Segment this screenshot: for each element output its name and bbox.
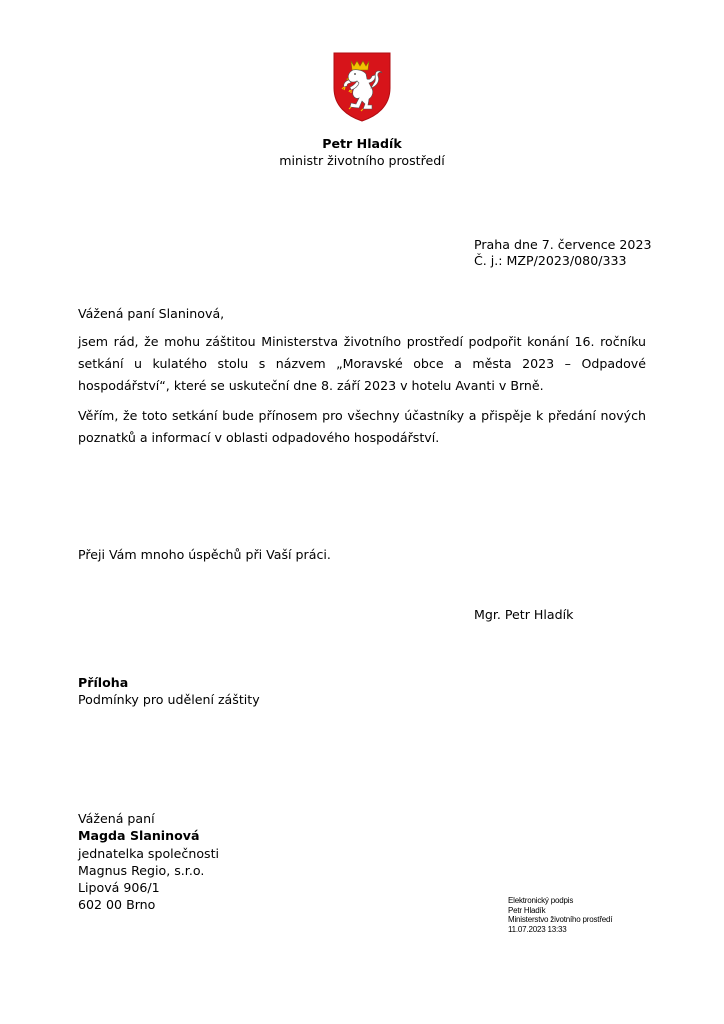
- attachment-heading: Příloha: [78, 675, 129, 690]
- recipient-company: Magnus Regio, s.r.o.: [78, 863, 205, 878]
- paragraph-2: Věřím, že toto setkání bude přínosem pro všechny účastníky a přispěje k předání nových poznatků a informací v oblasti odpadového hospodářství.: [78, 408, 646, 445]
- minister-title: ministr životního prostředí: [279, 153, 445, 168]
- e-signature-signer: Petr Hladík: [508, 905, 546, 915]
- recipient-greeting: Vážená paní: [78, 811, 155, 826]
- electronic-signature-block: [508, 896, 612, 934]
- minister-name: Petr Hladík: [322, 136, 402, 151]
- recipient-city: 602 00 Brno: [78, 897, 156, 912]
- recipient-name: Magda Slaninová: [78, 828, 200, 843]
- e-signature-organization: Ministerstvo životního prostředí: [508, 915, 613, 924]
- recipient-position: jednatelka společnosti: [78, 846, 220, 861]
- attachment-item: Podmínky pro udělení záštity: [78, 692, 260, 707]
- signature-name: Mgr. Petr Hladík: [474, 607, 574, 622]
- salutation: Vážená paní Slaninová,: [78, 306, 225, 321]
- paragraph-1: jsem rád, že mohu záštitou Ministerstva životního prostředí podpořit konání 16. ročníku setkání u kulatého stolu s názvem „Moravské obce a města 2023 – Odpadové hospodářství“, které se uskuteční dne 8. září 2023 v hotelu Avanti v Brně.: [78, 334, 646, 393]
- reference-number: Č. j.: MZP/2023/080/333: [474, 253, 627, 268]
- e-signature-timestamp: 11.07.2023 13:33: [508, 924, 567, 934]
- place-date: Praha dne 7. července 2023: [474, 237, 652, 252]
- e-signature-label: Elektronický podpis: [508, 896, 574, 905]
- closing: Přeji Vám mnoho úspěchů při Vaší práci.: [78, 547, 331, 562]
- recipient-street: Lipová 906/1: [78, 880, 160, 895]
- coat-of-arms-icon: [333, 52, 391, 122]
